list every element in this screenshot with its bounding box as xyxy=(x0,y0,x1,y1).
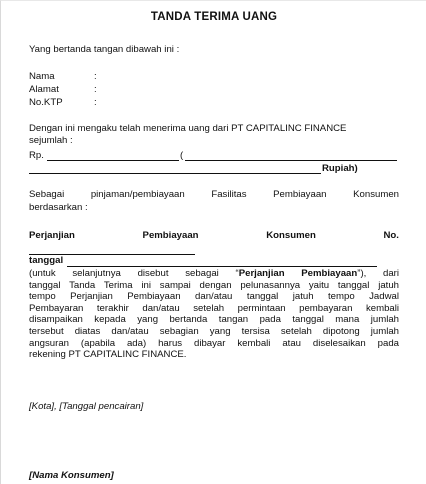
field-colon-nama: : xyxy=(94,71,97,82)
agreement-word: Konsumen xyxy=(266,230,316,241)
agreement-word: Pembiayaan xyxy=(142,230,199,241)
field-label-nama: Nama xyxy=(29,71,55,82)
statement-line-1: Dengan ini mengaku telah menerima uang dari PT CAPITALINC FINANCE xyxy=(29,123,347,134)
statement-line-2: sejumlah : xyxy=(29,135,73,146)
signature-name: [Nama Konsumen] xyxy=(29,470,114,481)
purpose-word: pinjaman/pembiayaan xyxy=(90,189,185,200)
agreement-line xyxy=(29,230,399,242)
amount-number-field xyxy=(47,160,179,161)
body-line: angsuran (apabila ada) harus dibayar kembali atau diselesaikan pada xyxy=(29,337,399,349)
purpose-word: Konsumen xyxy=(353,189,399,200)
agreement-word: Perjanjian xyxy=(29,230,75,241)
field-colon-alamat: : xyxy=(94,84,97,95)
amount-words-field-2 xyxy=(29,173,321,174)
body-line: tersebut diatas dan/atau sebagian yang tersisa setelah dipotong jumlah xyxy=(29,325,399,337)
intro-text: Yang bertanda tangan dibawah ini : xyxy=(29,44,180,55)
purpose-word: Pembiayaan xyxy=(273,189,327,200)
amount-prefix: Rp. xyxy=(29,150,44,161)
tanggal-field xyxy=(67,266,377,267)
body-line: tempo Perjanjian Pembiayaan dan/atau tanggal jatuh tempo Jadwal xyxy=(29,291,399,303)
purpose-word: Sebagai xyxy=(29,189,65,200)
place-date: [Kota], [Tanggal pencairan] xyxy=(29,401,144,412)
body-line: disampaikan kepada yang bertanda tangan pada tanggal mana jumlah xyxy=(29,314,399,326)
agreement-word: No. xyxy=(383,230,399,241)
body-line: Pembayaran terakhir dan/atau setelah permintaan pembayaran kembali xyxy=(29,302,399,314)
field-label-ktp: No.KTP xyxy=(29,97,63,108)
field-label-alamat: Alamat xyxy=(29,84,59,95)
body-line: tanggal Tanda Terima ini sampai dengan pelunasannya yaitu tanggal jatuh xyxy=(29,279,399,291)
field-colon-ktp: : xyxy=(94,97,97,108)
purpose-line-1 xyxy=(29,189,399,201)
amount-words-field-1 xyxy=(185,160,397,161)
purpose-line-2: berdasarkan : xyxy=(29,202,88,213)
tanggal-label: tanggal xyxy=(29,255,64,266)
body-line: rekening PT CAPITALINC FINANCE. xyxy=(29,349,187,361)
amount-open-paren: ( xyxy=(180,150,184,161)
purpose-word: Fasilitas xyxy=(211,189,247,200)
body-line: (untuk selanjutnya disebut sebagai “Perjanjian Pembiayaan”), dari xyxy=(29,268,399,279)
body-paragraph xyxy=(29,268,399,361)
document-title: TANDA TERIMA UANG xyxy=(150,11,278,23)
amount-suffix: Rupiah) xyxy=(322,163,358,174)
